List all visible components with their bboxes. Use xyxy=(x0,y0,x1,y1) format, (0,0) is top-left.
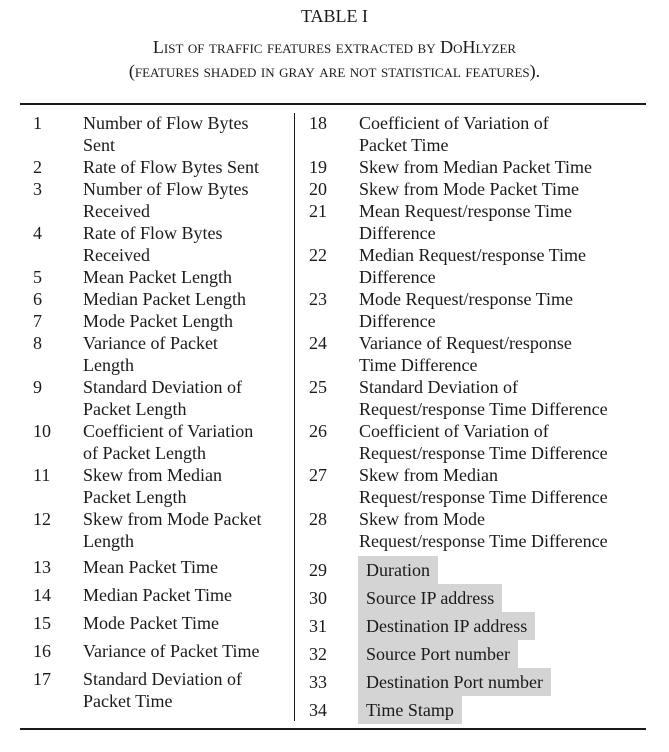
feature-number: 6 xyxy=(33,289,42,309)
feature-name: Mean Packet Length xyxy=(83,267,232,287)
feature-number: 1 xyxy=(33,113,42,133)
feature-number: 22 xyxy=(309,245,327,265)
feature-name: Variance of Packet Time xyxy=(83,641,260,661)
feature-name: Coefficient of Variation xyxy=(83,421,254,441)
table-bottom-rule xyxy=(20,728,646,730)
feature-number: 16 xyxy=(33,641,51,661)
feature-name: Received xyxy=(83,201,150,221)
feature-number: 7 xyxy=(33,311,42,331)
feature-number: 15 xyxy=(33,613,51,633)
feature-name-shaded: Duration xyxy=(358,556,438,584)
feature-name: Packet Length xyxy=(83,487,187,507)
feature-name: Packet Time xyxy=(83,691,173,711)
feature-number: 13 xyxy=(33,557,51,577)
feature-number: 25 xyxy=(309,377,327,397)
feature-number: 5 xyxy=(33,267,42,287)
feature-number: 31 xyxy=(309,616,327,636)
feature-name: Request/response Time Difference xyxy=(359,443,608,463)
feature-number: 2 xyxy=(33,157,42,177)
feature-number: 32 xyxy=(309,644,327,664)
feature-name: Length xyxy=(83,531,134,551)
feature-name-shaded: Source Port number xyxy=(358,640,518,668)
feature-name: Sent xyxy=(83,135,116,155)
feature-name: Packet Time xyxy=(359,135,449,155)
feature-number: 4 xyxy=(33,223,42,243)
feature-name: Number of Flow Bytes xyxy=(83,179,249,199)
feature-name: Time Difference xyxy=(359,355,478,375)
feature-name: Mode Packet Length xyxy=(83,311,233,331)
feature-name: Median Request/response Time xyxy=(359,245,586,265)
feature-name: of Packet Length xyxy=(83,443,206,463)
feature-name: Rate of Flow Bytes xyxy=(83,223,223,243)
feature-number: 28 xyxy=(309,509,327,529)
feature-number: 11 xyxy=(33,465,51,485)
table-label: TABLE I xyxy=(300,6,369,26)
table-caption-line1: List of traffic features extracted by DoHlyzer xyxy=(152,37,517,57)
feature-number: 12 xyxy=(33,509,51,529)
feature-name: Coefficient of Variation of xyxy=(359,421,549,441)
feature-number: 21 xyxy=(309,201,327,221)
feature-name: Difference xyxy=(359,311,436,331)
feature-name: Request/response Time Difference xyxy=(359,531,608,551)
feature-number: 24 xyxy=(309,333,327,353)
feature-name: Median Packet Length xyxy=(83,289,246,309)
feature-number: 8 xyxy=(33,333,42,353)
feature-name: Skew from Median xyxy=(83,465,222,485)
feature-name: Mean Packet Time xyxy=(83,557,218,577)
feature-name: Difference xyxy=(359,267,436,287)
feature-number: 34 xyxy=(309,700,327,720)
feature-number: 9 xyxy=(33,377,42,397)
feature-number: 27 xyxy=(309,465,327,485)
feature-number: 30 xyxy=(309,588,327,608)
feature-number: 20 xyxy=(309,179,327,199)
feature-name: Skew from Mode Packet xyxy=(83,509,262,529)
feature-name: Skew from Median xyxy=(359,465,498,485)
feature-name-shaded: Source IP address xyxy=(358,584,502,612)
feature-name: Mode Request/response Time xyxy=(359,289,573,309)
feature-number: 26 xyxy=(309,421,327,441)
feature-name: Mean Request/response Time xyxy=(359,201,572,221)
feature-number: 18 xyxy=(309,113,327,133)
feature-name: Variance of Request/response xyxy=(359,333,572,353)
feature-name: Difference xyxy=(359,223,436,243)
feature-name: Packet Length xyxy=(83,399,187,419)
feature-name: Skew from Mode xyxy=(359,509,485,529)
table-caption-line2: (features shaded in gray are not statistical features). xyxy=(128,61,541,81)
feature-name: Received xyxy=(83,245,150,265)
feature-name: Variance of Packet xyxy=(83,333,218,353)
feature-name: Skew from Median Packet Time xyxy=(359,157,592,177)
feature-name: Request/response Time Difference xyxy=(359,399,608,419)
feature-name: Request/response Time Difference xyxy=(359,487,608,507)
feature-number: 3 xyxy=(33,179,42,199)
feature-number: 17 xyxy=(33,669,51,689)
feature-name-shaded: Destination IP address xyxy=(358,612,535,640)
feature-name-shaded: Destination Port number xyxy=(358,668,551,696)
feature-name: Standard Deviation of xyxy=(83,669,242,689)
feature-number: 33 xyxy=(309,672,327,692)
feature-name: Length xyxy=(83,355,134,375)
feature-name: Rate of Flow Bytes Sent xyxy=(83,157,259,177)
feature-name: Median Packet Time xyxy=(83,585,232,605)
feature-name: Standard Deviation of xyxy=(359,377,518,397)
table-top-rule xyxy=(20,103,646,105)
feature-name: Standard Deviation of xyxy=(83,377,242,397)
feature-number: 19 xyxy=(309,157,327,177)
feature-number: 14 xyxy=(33,585,51,605)
feature-name: Skew from Mode Packet Time xyxy=(359,179,579,199)
column-divider xyxy=(294,113,295,721)
feature-name: Coefficient of Variation of xyxy=(359,113,549,133)
feature-name-shaded: Time Stamp xyxy=(358,696,462,724)
feature-number: 29 xyxy=(309,560,327,580)
feature-number: 23 xyxy=(309,289,327,309)
feature-name: Mode Packet Time xyxy=(83,613,220,633)
feature-number: 10 xyxy=(33,421,51,441)
feature-name: Number of Flow Bytes xyxy=(83,113,249,133)
